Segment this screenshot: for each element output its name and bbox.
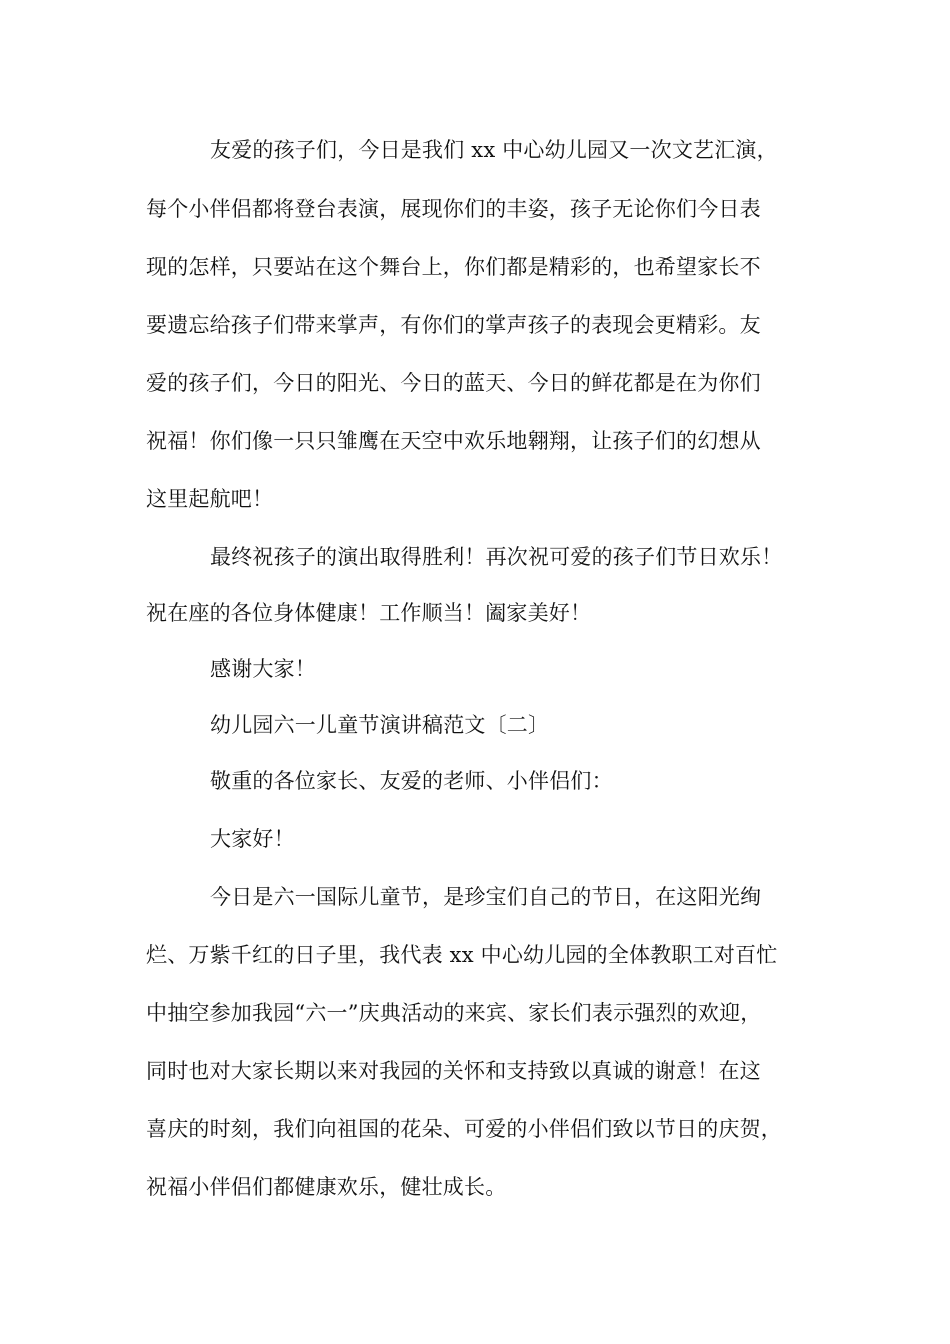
paragraph-1-line-5: 爱的孩子们，今日的阳光、今日的蓝天、今日的鲜花都是在为你们	[146, 371, 761, 395]
paragraph-3-line-3: 中抽空参加我园“六一”庆典活动的来宾、家长们表示强烈的欢迎，	[146, 1001, 762, 1025]
paragraph-2-line-1: 最终祝孩子的演出取得胜利！再次祝可爱的孩子们节日欢乐！	[210, 545, 783, 569]
paragraph-3-line-2: 烂、万紫千红的日子里，我代表 xx 中心幼儿园的全体教职工对百忙	[146, 943, 778, 967]
paragraph-1-line-1: 友爱的孩子们，今日是我们 xx 中心幼儿园又一次文艺汇演，	[210, 138, 778, 162]
paragraph-1-line-2: 每个小伴侣都将登台表演，展现你们的丰姿，孩子无论你们今日表	[146, 197, 761, 221]
section-title: 幼儿园六一儿童节演讲稿范文〔二〕	[210, 713, 550, 737]
greeting: 大家好！	[210, 827, 295, 851]
salutation: 敬重的各位家长、友爱的老师、小伴侣们：	[210, 769, 613, 793]
paragraph-3-line-1: 今日是六一国际儿童节，是珍宝们自己的节日，在这阳光绚	[210, 885, 762, 909]
paragraph-3-line-5: 喜庆的时刻，我们向祖国的花朵、可爱的小伴侣们致以节日的庆贺，	[146, 1117, 782, 1141]
thanks-line: 感谢大家！	[210, 657, 316, 681]
paragraph-1-line-3: 现的怎样，只要站在这个舞台上，你们都是精彩的，也希望家长不	[146, 255, 761, 279]
paragraph-3-line-4: 同时也对大家长期以来对我园的关怀和支持致以真诚的谢意！在这	[146, 1059, 761, 1083]
paragraph-1-line-7: 这里起航吧！	[146, 487, 274, 511]
paragraph-1-line-4: 要遗忘给孩子们带来掌声，有你们的掌声孩子的表现会更精彩。友	[146, 313, 761, 337]
paragraph-3-line-6: 祝福小伴侣们都健康欢乐，健壮成长。	[146, 1175, 507, 1199]
paragraph-1-line-6: 祝福！你们像一只只雏鹰在天空中欢乐地翱翔，让孩子们的幻想从	[146, 429, 761, 453]
paragraph-2-line-2: 祝在座的各位身体健康！工作顺当！阖家美好！	[146, 601, 592, 625]
